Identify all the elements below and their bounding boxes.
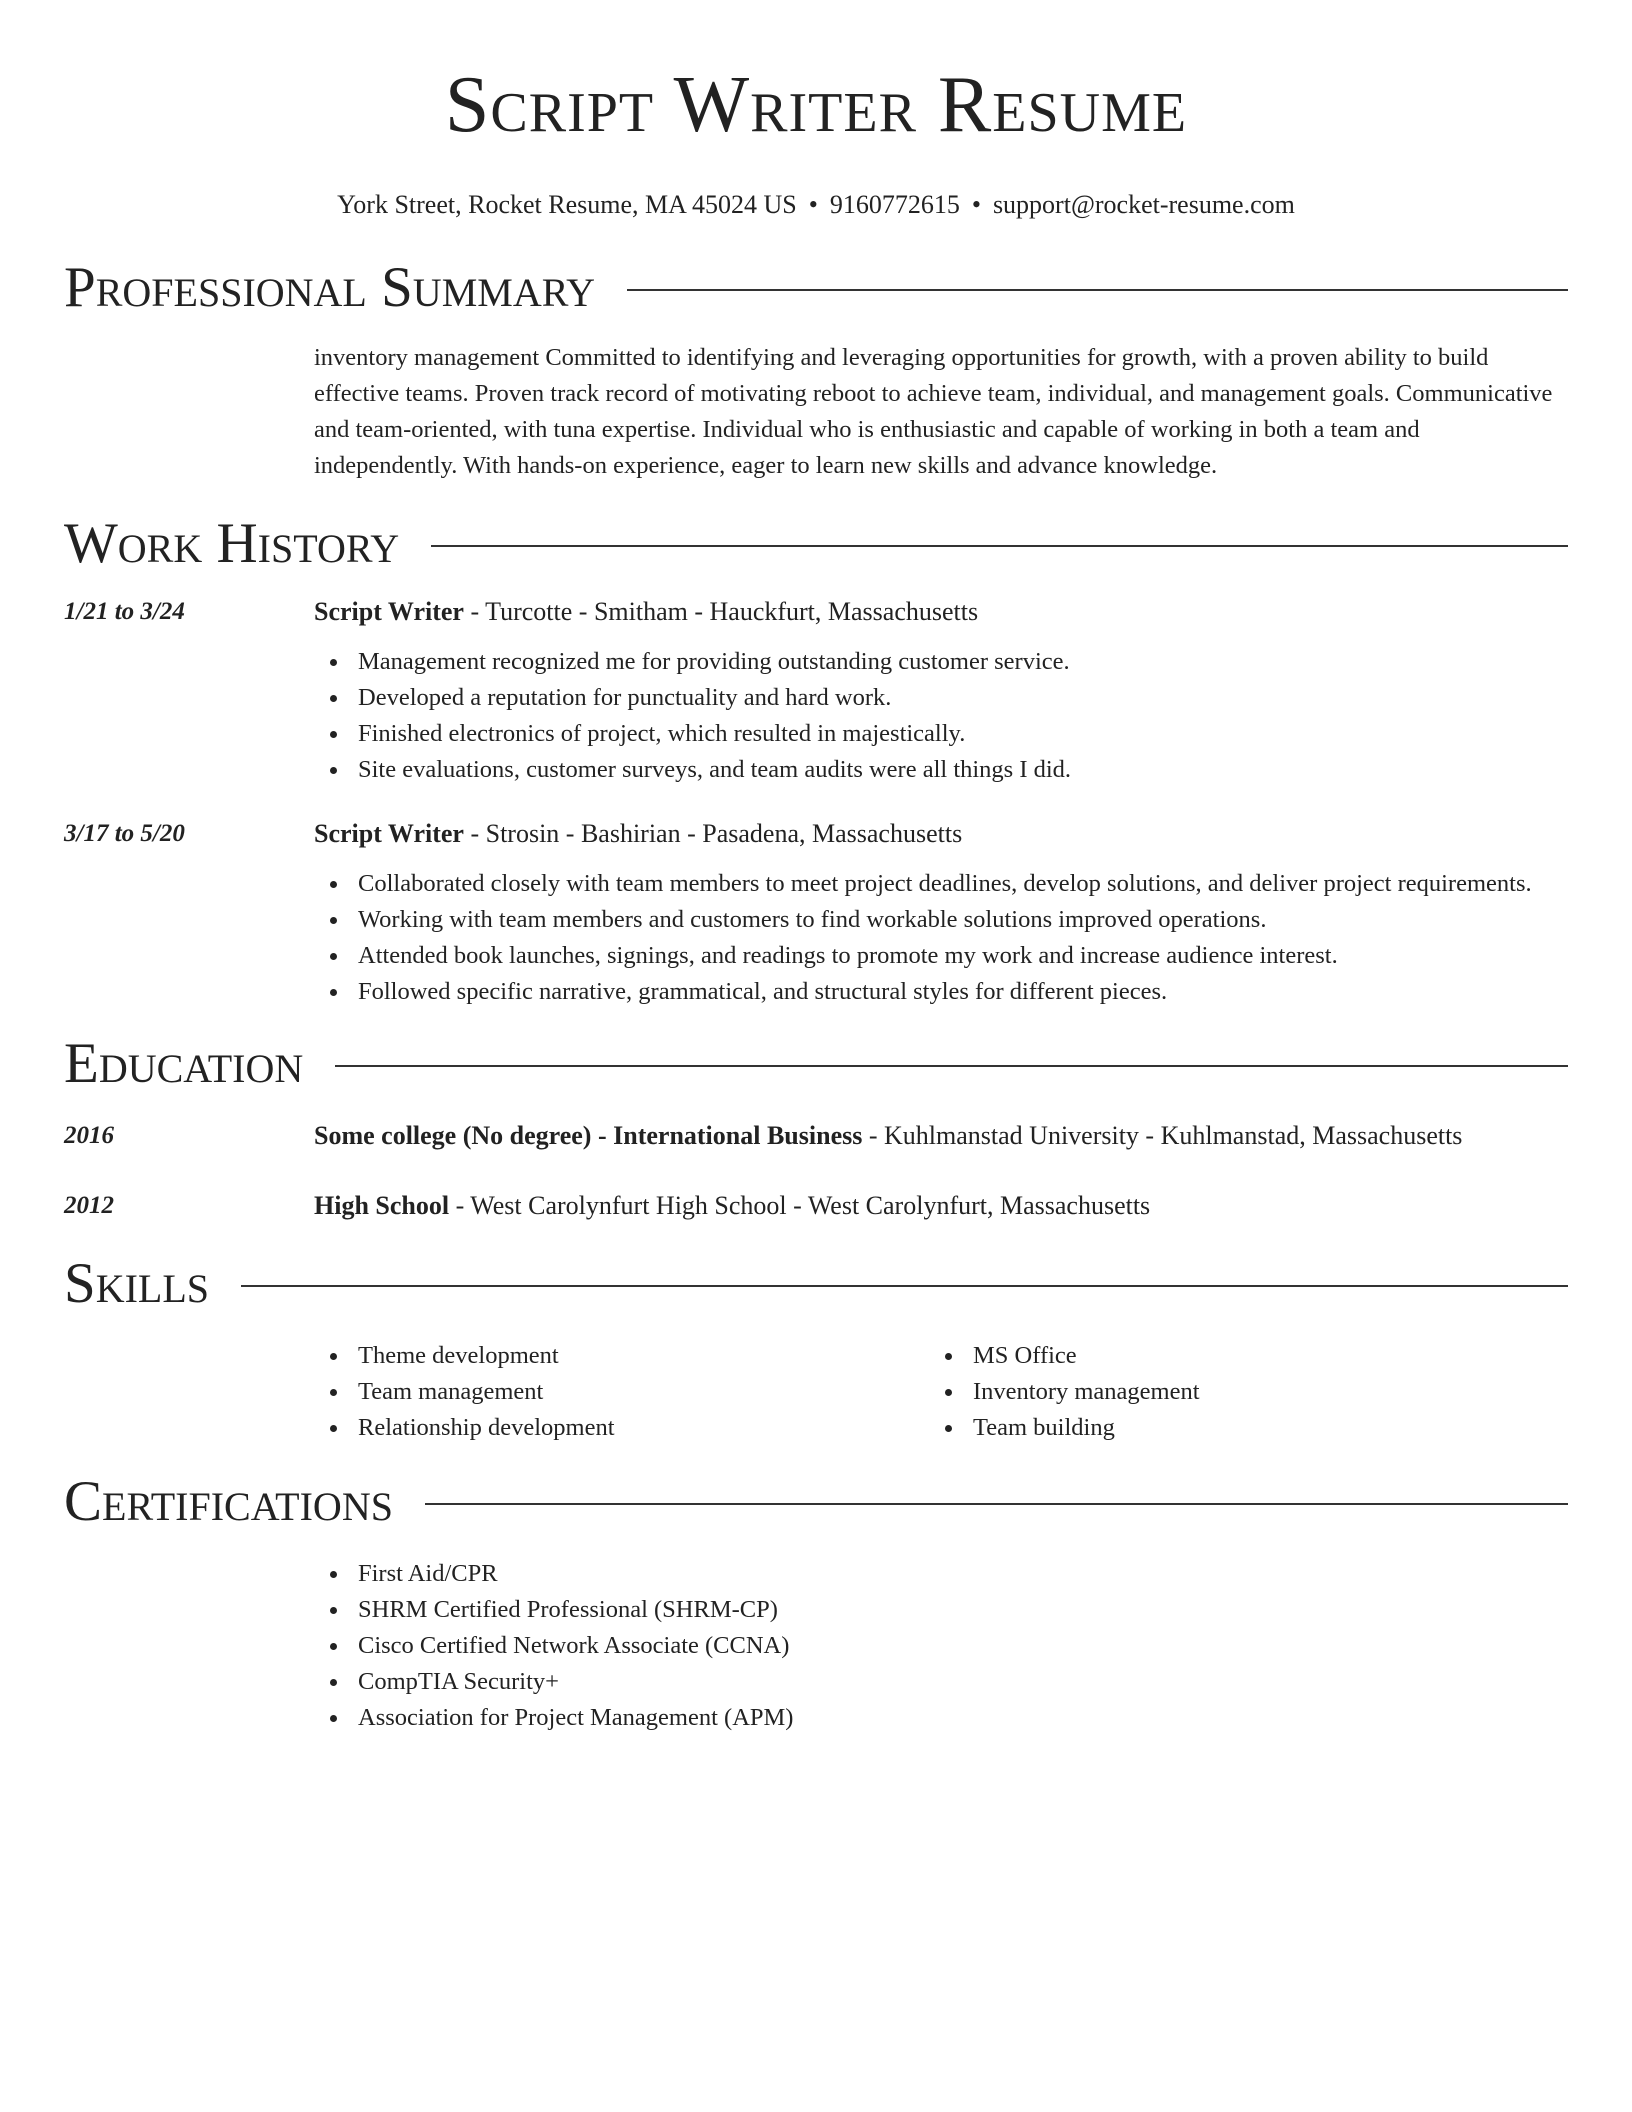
job-title: Script Writer xyxy=(314,597,464,626)
job-title-line xyxy=(314,594,1568,630)
work-heading: Work History xyxy=(64,512,400,575)
certifications-spacer xyxy=(64,1556,314,1736)
education-entry xyxy=(64,1188,1568,1224)
certification-item: Cisco Certified Network Associate (CCNA) xyxy=(358,1628,1568,1664)
certifications-heading: Certifications xyxy=(64,1470,393,1533)
job-dates: 1/21 to 3/24 xyxy=(64,598,185,625)
skill-item: Team building xyxy=(973,1410,1544,1446)
job-bullet: Site evaluations, customer surveys, and team audits were all things I did. xyxy=(358,752,1568,788)
contact-phone: 9160772615 xyxy=(829,190,960,219)
job-entry xyxy=(64,594,1568,788)
education-year: 2012 xyxy=(64,1192,114,1219)
job-bullet: Collaborated closely with team members to meet project deadlines, develop solutions, and deliver project requirements. xyxy=(358,866,1568,902)
job-bullet: Working with team members and customers to find workable solutions improved operations. xyxy=(358,902,1568,938)
contact-line xyxy=(64,188,1568,222)
job-bullet: Finished electronics of project, which resulted in majestically. xyxy=(358,716,1568,752)
job-body xyxy=(314,594,1568,788)
certifications-row xyxy=(64,1556,1568,1736)
section-divider xyxy=(241,1285,1568,1287)
skills-grid xyxy=(314,1338,1568,1446)
education-year: 2016 xyxy=(64,1122,114,1149)
summary-spacer xyxy=(64,340,314,484)
skill-item: Inventory management xyxy=(973,1374,1544,1410)
contact-address: York Street, Rocket Resume, MA 45024 US xyxy=(337,190,797,219)
job-bullets xyxy=(314,866,1568,1010)
work-section-header xyxy=(64,512,1568,576)
certification-item: SHRM Certified Professional (SHRM-CP) xyxy=(358,1592,1568,1628)
job-bullet: Attended book launches, signings, and readings to promote my work and increase audience interest. xyxy=(358,938,1568,974)
certification-item: CompTIA Security+ xyxy=(358,1664,1568,1700)
skill-item: Team management xyxy=(358,1374,929,1410)
skills-list xyxy=(929,1338,1544,1446)
job-bullets xyxy=(314,644,1568,788)
contact-separator: • xyxy=(971,190,981,219)
certifications-section-header xyxy=(64,1470,1568,1534)
skills-heading: Skills xyxy=(64,1252,210,1315)
job-title: Script Writer xyxy=(314,819,464,848)
job-bullet: Developed a reputation for punctuality and hard work. xyxy=(358,680,1568,716)
certification-item: First Aid/CPR xyxy=(358,1556,1568,1592)
job-title-line xyxy=(314,816,1568,852)
skills-spacer xyxy=(64,1338,314,1446)
job-details: - Strosin - Bashirian - Pasadena, Massachusetts xyxy=(463,819,963,848)
education-section-header xyxy=(64,1032,1568,1096)
certifications-list xyxy=(314,1556,1568,1736)
education-body xyxy=(314,1118,1568,1154)
job-body xyxy=(314,816,1568,1010)
education-entry xyxy=(64,1118,1568,1154)
education-heading: Education xyxy=(64,1032,304,1095)
section-divider xyxy=(335,1065,1568,1067)
education-degree: High School xyxy=(314,1191,450,1220)
skill-item: Theme development xyxy=(358,1338,929,1374)
skills-column-right xyxy=(929,1338,1544,1446)
job-details: - Turcotte - Smitham - Hauckfurt, Massachusetts xyxy=(463,597,979,626)
summary-heading: Professional Summary xyxy=(64,256,596,319)
section-divider xyxy=(627,289,1568,291)
resume-title: Script Writer Resume xyxy=(444,61,1188,149)
education-degree: Some college (No degree) - International Business xyxy=(314,1121,863,1150)
job-bullet: Followed specific narrative, grammatical, and structural styles for different pieces. xyxy=(358,974,1568,1010)
section-divider xyxy=(431,545,1568,547)
contact-email: support@rocket-resume.com xyxy=(992,190,1295,219)
skills-section-header xyxy=(64,1252,1568,1316)
education-details: - Kuhlmanstad University - Kuhlmanstad, Massachusetts xyxy=(862,1121,1463,1150)
contact-separator: • xyxy=(808,190,818,219)
summary-row xyxy=(64,340,1568,484)
job-dates: 3/17 to 5/20 xyxy=(64,820,185,847)
job-bullet: Management recognized me for providing outstanding customer service. xyxy=(358,644,1568,680)
education-body xyxy=(314,1188,1568,1224)
skills-row xyxy=(64,1338,1568,1446)
summary-section-header xyxy=(64,256,1568,320)
skill-item: MS Office xyxy=(973,1338,1544,1374)
skill-item: Relationship development xyxy=(358,1410,929,1446)
job-entry xyxy=(64,816,1568,1010)
certification-item: Association for Project Management (APM) xyxy=(358,1700,1568,1736)
skills-column-left xyxy=(314,1338,929,1446)
certifications-body xyxy=(314,1556,1568,1736)
summary-text: inventory management Committed to identifying and leveraging opportunities for growth, with a proven ability to build effective teams. Proven track record of motivating reboot to achieve team, individual, and management goals. Communicative and team-oriented, with tuna expertise. Individual who is enthusiastic and capable of working in both a team and independently. With hands-on experience, eager to learn new skills and advance knowledge. xyxy=(314,344,1553,479)
education-details: - West Carolynfurt High School - West Carolynfurt, Massachusetts xyxy=(449,1191,1151,1220)
section-divider xyxy=(425,1503,1568,1505)
skills-list xyxy=(314,1338,929,1446)
